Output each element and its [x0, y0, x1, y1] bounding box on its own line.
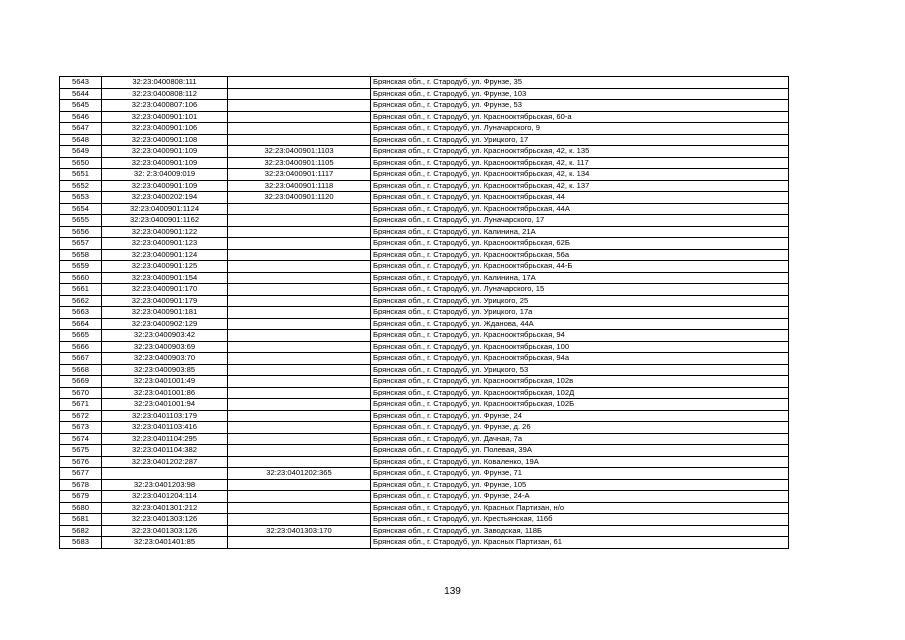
address-cell: Брянская обл., г. Стародуб, ул. Краснооктябрьская, 94а [371, 353, 789, 365]
object-cadastral-number-cell [228, 353, 371, 365]
address-cell: Брянская обл., г. Стародуб, ул. Крестьянская, 116б [371, 514, 789, 526]
table-row [60, 88, 789, 100]
row-number-cell: 5660 [60, 272, 102, 284]
row-number-cell: 5649 [60, 146, 102, 158]
row-number-cell: 5672 [60, 410, 102, 422]
cadastral-number-cell: 32:23:0400202:194 [102, 192, 228, 204]
row-number-cell: 5654 [60, 203, 102, 215]
cadastral-number-cell: 32:23:0401303:126 [102, 525, 228, 537]
object-cadastral-number-cell: 32:23:0400901:1117 [228, 169, 371, 181]
cadastral-number-cell: 32:23:0400901:106 [102, 123, 228, 135]
address-cell: Брянская обл., г. Стародуб, ул. Краснооктябрьская, 42, к. 117 [371, 157, 789, 169]
table-row [60, 422, 789, 434]
row-number-cell: 5659 [60, 261, 102, 273]
cadastral-number-cell: 32:23:0400808:111 [102, 77, 228, 89]
row-number-cell: 5664 [60, 318, 102, 330]
cadastral-number-cell: 32:23:0401303:126 [102, 514, 228, 526]
object-cadastral-number-cell: 32:23:0400901:1120 [228, 192, 371, 204]
cadastral-number-cell: 32:23:0400903:85 [102, 364, 228, 376]
cadastral-number-cell: 32:23:0400901:181 [102, 307, 228, 319]
object-cadastral-number-cell [228, 514, 371, 526]
row-number-cell: 5652 [60, 180, 102, 192]
object-cadastral-number-cell [228, 330, 371, 342]
table-row [60, 537, 789, 549]
table-row [60, 203, 789, 215]
address-cell: Брянская обл., г. Стародуб, ул. Фрунзе, 53 [371, 100, 789, 112]
address-cell: Брянская обл., г. Стародуб, ул. Краснооктябрьская, 42, к. 137 [371, 180, 789, 192]
address-cell: Брянская обл., г. Стародуб, ул. Жданова, 44А [371, 318, 789, 330]
object-cadastral-number-cell [228, 491, 371, 503]
row-number-cell: 5643 [60, 77, 102, 89]
address-cell: Брянская обл., г. Стародуб, ул. Калинина, 17А [371, 272, 789, 284]
address-cell: Брянская обл., г. Стародуб, ул. Красных Партизан, 61 [371, 537, 789, 549]
cadastral-number-cell: 32:23:0400902:129 [102, 318, 228, 330]
row-number-cell: 5679 [60, 491, 102, 503]
address-cell: Брянская обл., г. Стародуб, ул. Заводская, 118Б [371, 525, 789, 537]
object-cadastral-number-cell [228, 203, 371, 215]
table-row [60, 318, 789, 330]
table-row [60, 192, 789, 204]
address-cell: Брянская обл., г. Стародуб, ул. Фрунзе, 24-А [371, 491, 789, 503]
table-row [60, 261, 789, 273]
row-number-cell: 5644 [60, 88, 102, 100]
row-number-cell: 5662 [60, 295, 102, 307]
object-cadastral-number-cell [228, 445, 371, 457]
table-row [60, 376, 789, 388]
address-cell: Брянская обл., г. Стародуб, ул. Краснооктябрьская, 56а [371, 249, 789, 261]
table-row [60, 468, 789, 480]
registry-table-body [60, 77, 789, 549]
table-row [60, 111, 789, 123]
table-row [60, 134, 789, 146]
table-row [60, 410, 789, 422]
row-number-cell: 5658 [60, 249, 102, 261]
cadastral-number-cell: 32:23:0401103:416 [102, 422, 228, 434]
object-cadastral-number-cell [228, 387, 371, 399]
table-row [60, 226, 789, 238]
address-cell: Брянская обл., г. Стародуб, ул. Фрунзе, 24 [371, 410, 789, 422]
cadastral-number-cell: 32:23:0400901:123 [102, 238, 228, 250]
address-cell: Брянская обл., г. Стародуб, ул. Краснооктябрьская, 42, к. 135 [371, 146, 789, 158]
address-cell: Брянская обл., г. Стародуб, ул. Краснооктябрьская, 42, к. 134 [371, 169, 789, 181]
object-cadastral-number-cell: 32:23:0400901:1103 [228, 146, 371, 158]
table-row [60, 330, 789, 342]
address-cell: Брянская обл., г. Стародуб, ул. Луначарского, 17 [371, 215, 789, 227]
table-row [60, 514, 789, 526]
object-cadastral-number-cell [228, 318, 371, 330]
cadastral-number-cell: 32:23:0400901:124 [102, 249, 228, 261]
row-number-cell: 5675 [60, 445, 102, 457]
cadastral-number-cell: 32:23:0400903:69 [102, 341, 228, 353]
object-cadastral-number-cell [228, 364, 371, 376]
table-row [60, 157, 789, 169]
row-number-cell: 5669 [60, 376, 102, 388]
row-number-cell: 5671 [60, 399, 102, 411]
table-row [60, 479, 789, 491]
address-cell: Брянская обл., г. Стародуб, ул. Фрунзе, 71 [371, 468, 789, 480]
object-cadastral-number-cell [228, 537, 371, 549]
address-cell: Брянская обл., г. Стародуб, ул. Фрунзе, 103 [371, 88, 789, 100]
row-number-cell: 5656 [60, 226, 102, 238]
page-number: 139 [444, 586, 461, 597]
table-row [60, 307, 789, 319]
address-cell: Брянская обл., г. Стародуб, ул. Фрунзе, 105 [371, 479, 789, 491]
table-row [60, 238, 789, 250]
cadastral-number-cell: 32:23:0400901:109 [102, 146, 228, 158]
row-number-cell: 5674 [60, 433, 102, 445]
row-number-cell: 5678 [60, 479, 102, 491]
row-number-cell: 5668 [60, 364, 102, 376]
cadastral-number-cell: 32:23:0400901:122 [102, 226, 228, 238]
address-cell: Брянская обл., г. Стародуб, ул. Краснооктябрьская, 94 [371, 330, 789, 342]
row-number-cell: 5645 [60, 100, 102, 112]
address-cell: Брянская обл., г. Стародуб, ул. Урицкого, 17 [371, 134, 789, 146]
cadastral-number-cell: 32:23:0401104:382 [102, 445, 228, 457]
address-cell: Брянская обл., г. Стародуб, ул. Луначарского, 15 [371, 284, 789, 296]
object-cadastral-number-cell [228, 376, 371, 388]
row-number-cell: 5677 [60, 468, 102, 480]
object-cadastral-number-cell [228, 284, 371, 296]
object-cadastral-number-cell [228, 88, 371, 100]
object-cadastral-number-cell [228, 307, 371, 319]
address-cell: Брянская обл., г. Стародуб, ул. Луначарского, 9 [371, 123, 789, 135]
cadastral-number-cell: 32:23:0400903:42 [102, 330, 228, 342]
address-cell: Брянская обл., г. Стародуб, ул. Фрунзе, 35 [371, 77, 789, 89]
row-number-cell: 5665 [60, 330, 102, 342]
cadastral-number-cell: 32:23:0401401:85 [102, 537, 228, 549]
cadastral-number-cell: 32:23:0401301:212 [102, 502, 228, 514]
object-cadastral-number-cell [228, 123, 371, 135]
address-cell: Брянская обл., г. Стародуб, ул. Краснооктябрьская, 100 [371, 341, 789, 353]
row-number-cell: 5657 [60, 238, 102, 250]
row-number-cell: 5663 [60, 307, 102, 319]
row-number-cell: 5650 [60, 157, 102, 169]
table-row [60, 433, 789, 445]
address-cell: Брянская обл., г. Стародуб, ул. Краснооктябрьская, 44 [371, 192, 789, 204]
object-cadastral-number-cell [228, 111, 371, 123]
table-row [60, 215, 789, 227]
address-cell: Брянская обл., г. Стародуб, ул. Фрунзе, д. 26 [371, 422, 789, 434]
cadastral-number-cell: 32:23:0401001:86 [102, 387, 228, 399]
address-cell: Брянская обл., г. Стародуб, ул. Коваленко, 19А [371, 456, 789, 468]
table-row [60, 525, 789, 537]
address-cell: Брянская обл., г. Стародуб, ул. Урицкого, 25 [371, 295, 789, 307]
row-number-cell: 5683 [60, 537, 102, 549]
address-cell: Брянская обл., г. Стародуб, ул. Краснооктябрьская, 60-а [371, 111, 789, 123]
address-cell: Брянская обл., г. Стародуб, ул. Краснооктябрьская, 44А [371, 203, 789, 215]
cadastral-number-cell: 32:23:0401204:114 [102, 491, 228, 503]
table-row [60, 456, 789, 468]
address-cell: Брянская обл., г. Стародуб, ул. Урицкого, 17а [371, 307, 789, 319]
object-cadastral-number-cell [228, 249, 371, 261]
address-cell: Брянская обл., г. Стародуб, ул. Красных Партизан, н/о [371, 502, 789, 514]
object-cadastral-number-cell: 32:23:0401202:365 [228, 468, 371, 480]
row-number-cell: 5673 [60, 422, 102, 434]
table-row [60, 502, 789, 514]
object-cadastral-number-cell [228, 502, 371, 514]
table-row [60, 180, 789, 192]
object-cadastral-number-cell [228, 399, 371, 411]
cadastral-number-cell: 32:23:0400901:154 [102, 272, 228, 284]
cadastral-number-cell: 32:23:0400901:109 [102, 180, 228, 192]
cadastral-number-cell: 32:23:0400901:1162 [102, 215, 228, 227]
object-cadastral-number-cell [228, 341, 371, 353]
table-row [60, 284, 789, 296]
table-row [60, 272, 789, 284]
row-number-cell: 5655 [60, 215, 102, 227]
cadastral-number-cell: 32:23:0400901:125 [102, 261, 228, 273]
row-number-cell: 5666 [60, 341, 102, 353]
object-cadastral-number-cell: 32:23:0400901:1118 [228, 180, 371, 192]
row-number-cell: 5646 [60, 111, 102, 123]
row-number-cell: 5661 [60, 284, 102, 296]
row-number-cell: 5680 [60, 502, 102, 514]
table-row [60, 146, 789, 158]
table-row [60, 123, 789, 135]
row-number-cell: 5676 [60, 456, 102, 468]
row-number-cell: 5682 [60, 525, 102, 537]
row-number-cell: 5681 [60, 514, 102, 526]
object-cadastral-number-cell [228, 272, 371, 284]
object-cadastral-number-cell [228, 100, 371, 112]
cadastral-number-cell: 32: 2:3:04009:019 [102, 169, 228, 181]
row-number-cell: 5651 [60, 169, 102, 181]
table-row [60, 249, 789, 261]
address-cell: Брянская обл., г. Стародуб, ул. Краснооктябрьская, 102Д [371, 387, 789, 399]
cadastral-number-cell: 32:23:0400901:109 [102, 157, 228, 169]
row-number-cell: 5670 [60, 387, 102, 399]
cadastral-number-cell: 32:23:0400901:1124 [102, 203, 228, 215]
row-number-cell: 5653 [60, 192, 102, 204]
table-row [60, 445, 789, 457]
table-row [60, 77, 789, 89]
table-row [60, 387, 789, 399]
address-cell: Брянская обл., г. Стародуб, ул. Краснооктябрьская, 62Б [371, 238, 789, 250]
cadastral-number-cell: 32:23:0401203:98 [102, 479, 228, 491]
table-row [60, 353, 789, 365]
cadastral-number-cell: 32:23:0401202:287 [102, 456, 228, 468]
object-cadastral-number-cell [228, 479, 371, 491]
address-cell: Брянская обл., г. Стародуб, ул. Калинина, 21А [371, 226, 789, 238]
object-cadastral-number-cell [228, 261, 371, 273]
table-row [60, 295, 789, 307]
row-number-cell: 5667 [60, 353, 102, 365]
registry-table [59, 76, 789, 549]
table-row [60, 399, 789, 411]
cadastral-number-cell: 32:23:0400807:106 [102, 100, 228, 112]
object-cadastral-number-cell [228, 238, 371, 250]
cadastral-number-cell: 32:23:0400808:112 [102, 88, 228, 100]
address-cell: Брянская обл., г. Стародуб, ул. Краснооктябрьская, 102в [371, 376, 789, 388]
address-cell: Брянская обл., г. Стародуб, ул. Краснооктябрьская, 44-Б [371, 261, 789, 273]
row-number-cell: 5647 [60, 123, 102, 135]
address-cell: Брянская обл., г. Стародуб, ул. Урицкого, 53 [371, 364, 789, 376]
cadastral-number-cell: 32:23:0401001:94 [102, 399, 228, 411]
cadastral-number-cell: 32:23:0400901:179 [102, 295, 228, 307]
object-cadastral-number-cell [228, 410, 371, 422]
object-cadastral-number-cell [228, 77, 371, 89]
object-cadastral-number-cell [228, 456, 371, 468]
row-number-cell: 5648 [60, 134, 102, 146]
table-row [60, 341, 789, 353]
object-cadastral-number-cell [228, 295, 371, 307]
object-cadastral-number-cell [228, 422, 371, 434]
cadastral-number-cell: 32:23:0400901:170 [102, 284, 228, 296]
cadastral-number-cell: 32:23:0400903:70 [102, 353, 228, 365]
cadastral-number-cell [102, 468, 228, 480]
table-row [60, 364, 789, 376]
address-cell: Брянская обл., г. Стародуб, ул. Полевая, 39А [371, 445, 789, 457]
table-row [60, 491, 789, 503]
object-cadastral-number-cell [228, 433, 371, 445]
cadastral-number-cell: 32:23:0401103:179 [102, 410, 228, 422]
object-cadastral-number-cell [228, 134, 371, 146]
cadastral-number-cell: 32:23:0401104:295 [102, 433, 228, 445]
object-cadastral-number-cell: 32:23:0401303:170 [228, 525, 371, 537]
object-cadastral-number-cell: 32:23:0400901:1105 [228, 157, 371, 169]
address-cell: Брянская обл., г. Стародуб, ул. Краснооктябрьская, 102Б [371, 399, 789, 411]
address-cell: Брянская обл., г. Стародуб, ул. Дачная, 7а [371, 433, 789, 445]
cadastral-number-cell: 32:23:0400901:101 [102, 111, 228, 123]
object-cadastral-number-cell [228, 215, 371, 227]
object-cadastral-number-cell [228, 226, 371, 238]
table-row [60, 169, 789, 181]
cadastral-number-cell: 32:23:0401001:49 [102, 376, 228, 388]
cadastral-number-cell: 32:23:0400901:108 [102, 134, 228, 146]
table-row [60, 100, 789, 112]
